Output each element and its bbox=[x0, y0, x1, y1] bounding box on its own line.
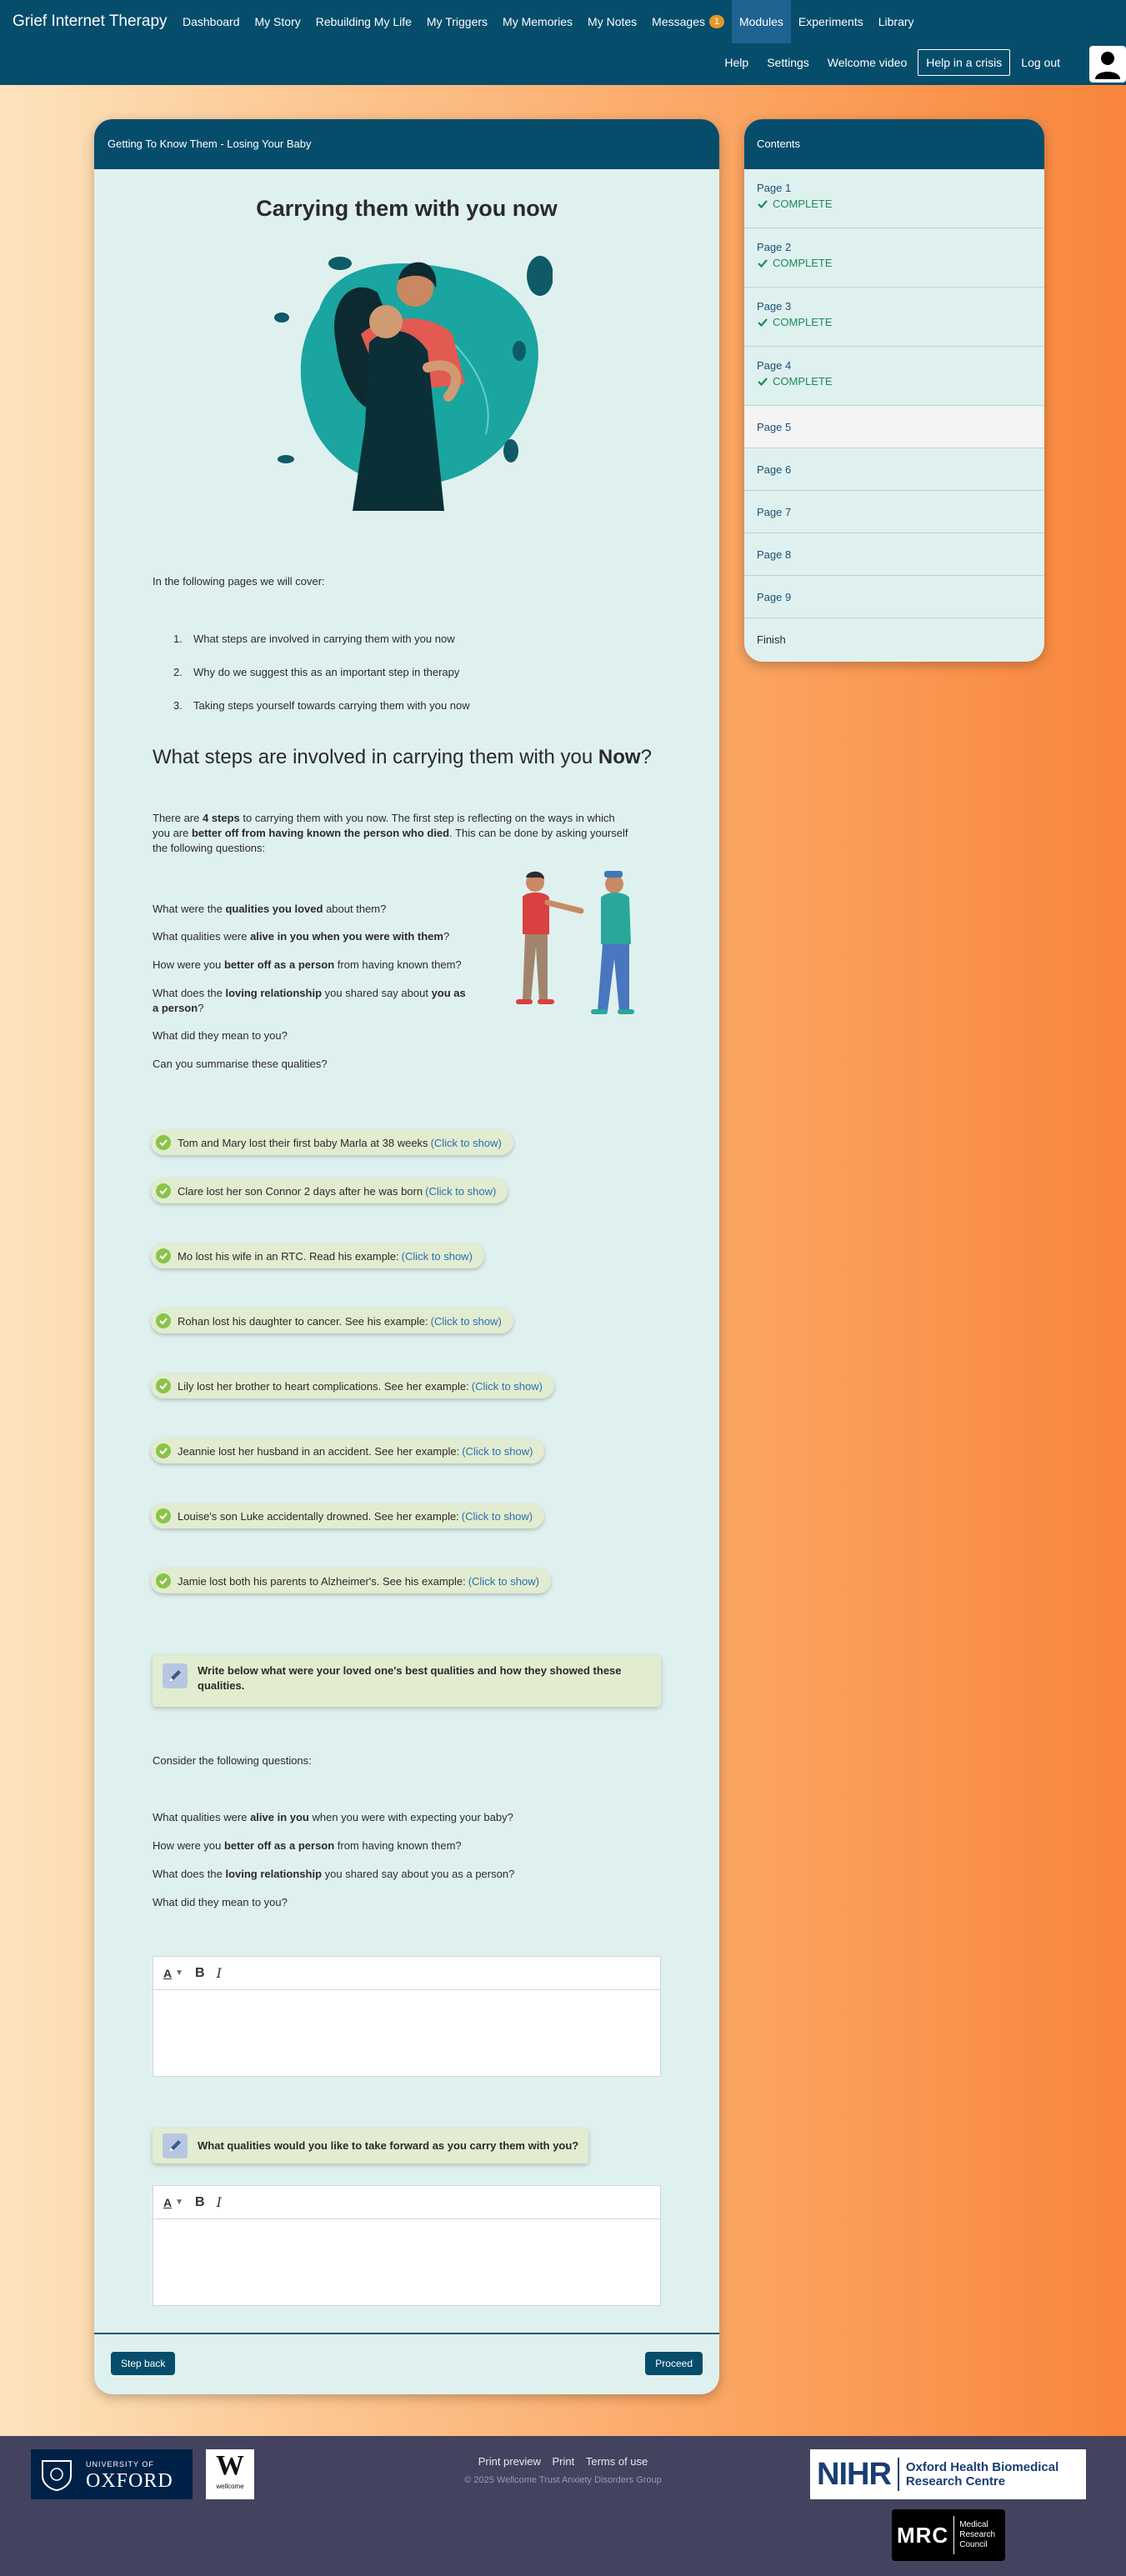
nav-welcome-video[interactable]: Welcome video bbox=[827, 56, 908, 69]
check-circle-icon bbox=[156, 1443, 171, 1458]
example-tom-mary[interactable] bbox=[151, 1130, 513, 1155]
toc-finish[interactable]: Finish bbox=[757, 633, 786, 646]
nav-label: Experiments bbox=[798, 15, 863, 28]
toc-page-8[interactable]: Page 8 bbox=[744, 533, 1044, 576]
check-circle-icon bbox=[156, 1313, 171, 1328]
nav-my-triggers[interactable] bbox=[419, 0, 495, 43]
example-label: Tom and Mary lost their first baby Marla at 38 weeks bbox=[178, 1136, 428, 1149]
example-jamie[interactable] bbox=[151, 1568, 551, 1593]
complete-status: COMPLETE bbox=[757, 375, 1032, 388]
nav-label: My Triggers bbox=[426, 15, 488, 28]
nav-modules[interactable] bbox=[732, 0, 791, 43]
nav-settings[interactable]: Settings bbox=[767, 56, 809, 69]
section-heading: What steps are involved in carrying them with you Now? bbox=[153, 746, 652, 768]
pen-icon bbox=[163, 1663, 188, 1688]
click-to-show-link[interactable]: (Click to show) bbox=[425, 1184, 497, 1198]
example-label: Lily lost her brother to heart complications. See her example: bbox=[178, 1379, 469, 1393]
prompt-text: What qualities would you like to take forward as you carry them with you? bbox=[198, 2139, 579, 2152]
nav-help[interactable]: Help bbox=[724, 56, 749, 69]
click-to-show-link[interactable]: (Click to show) bbox=[401, 1249, 473, 1263]
toc-page-4[interactable] bbox=[744, 347, 1044, 406]
example-louise[interactable] bbox=[151, 1503, 544, 1528]
check-circle-icon bbox=[156, 1508, 171, 1523]
nav-label: My Story bbox=[254, 15, 301, 28]
copyright-text: © 2025 Wellcome Trust Anxiety Disorders Group bbox=[464, 2475, 662, 2485]
proceed-button[interactable]: Proceed bbox=[645, 2352, 703, 2375]
user-icon[interactable] bbox=[1089, 46, 1126, 83]
example-label: Jeannie lost her husband in an accident. See her example: bbox=[178, 1444, 460, 1458]
cover-text: Taking steps yourself towards carrying them with you now bbox=[193, 699, 470, 712]
question-6: Can you summarise these qualities? bbox=[153, 1058, 328, 1070]
click-to-show-link[interactable]: (Click to show) bbox=[468, 1574, 539, 1588]
consider-question-2: How were you better off as a person from having known them? bbox=[153, 1839, 462, 1852]
editor-toolbar bbox=[153, 1957, 660, 1990]
qualities-editor[interactable] bbox=[153, 1956, 661, 2077]
consider-text: Consider the following questions: bbox=[153, 1754, 312, 1767]
question-1: What were the qualities you loved about them? bbox=[153, 903, 387, 915]
nav-experiments[interactable] bbox=[791, 0, 871, 43]
checkmark-icon bbox=[757, 198, 768, 210]
intro-text: In the following pages we will cover: bbox=[153, 575, 325, 588]
question-5: What did they mean to you? bbox=[153, 1029, 288, 1042]
cover-item: 2. Why do we suggest this as an important step in therapy bbox=[173, 666, 460, 678]
example-jeannie[interactable] bbox=[151, 1438, 544, 1463]
prompt-text: Write below what were your loved one's best qualities and how they showed these qualities. bbox=[198, 1664, 622, 1692]
secondary-nav bbox=[717, 48, 1068, 77]
cover-item: 1. What steps are involved in carrying them with you now bbox=[173, 633, 455, 645]
check-circle-icon bbox=[156, 1573, 171, 1588]
italic-button[interactable]: I bbox=[216, 2194, 222, 2210]
help-in-crisis-button[interactable]: Help in a crisis bbox=[918, 49, 1010, 76]
hugging-illustration bbox=[261, 243, 553, 511]
click-to-show-link[interactable]: (Click to show) bbox=[462, 1444, 533, 1458]
toc-page-1[interactable] bbox=[744, 169, 1044, 228]
nav-messages[interactable] bbox=[644, 0, 732, 43]
click-to-show-link[interactable]: (Click to show) bbox=[471, 1379, 543, 1393]
italic-button[interactable]: I bbox=[216, 1965, 222, 1981]
print-link[interactable]: Print bbox=[552, 2455, 575, 2468]
checkmark-icon bbox=[757, 376, 768, 388]
step-back-button[interactable]: Step back bbox=[111, 2352, 175, 2375]
toc-page-9[interactable]: Page 9 bbox=[744, 576, 1044, 618]
pen-icon bbox=[163, 2133, 188, 2158]
nav-label: Library bbox=[878, 15, 914, 28]
toc-page-2[interactable] bbox=[744, 228, 1044, 288]
contents-header: Contents bbox=[744, 119, 1044, 169]
bold-button[interactable]: B bbox=[195, 2194, 205, 2209]
toc-page-3[interactable] bbox=[744, 288, 1044, 347]
nav-library[interactable] bbox=[871, 0, 922, 43]
nav-my-story[interactable] bbox=[248, 0, 308, 43]
nav-label: My Memories bbox=[503, 15, 573, 28]
check-circle-icon bbox=[156, 1378, 171, 1393]
click-to-show-link[interactable]: (Click to show) bbox=[430, 1314, 502, 1328]
mrc-logo[interactable]: MRC Medical Research Council bbox=[892, 2509, 1005, 2561]
click-to-show-link[interactable]: (Click to show) bbox=[461, 1509, 533, 1523]
example-lily[interactable] bbox=[151, 1373, 554, 1398]
cover-text: Why do we suggest this as an important step in therapy bbox=[193, 666, 460, 678]
module-header: Getting To Know Them - Losing Your Baby bbox=[94, 119, 719, 169]
people-talking-illustration bbox=[498, 868, 673, 1028]
bold-button[interactable]: B bbox=[195, 1965, 205, 1980]
nav-dashboard[interactable] bbox=[175, 0, 248, 43]
editor-toolbar bbox=[153, 2186, 660, 2219]
example-mo[interactable] bbox=[151, 1243, 484, 1268]
font-color-button[interactable]: A ▼ bbox=[163, 1966, 184, 1980]
check-circle-icon bbox=[156, 1135, 171, 1150]
top-navbar bbox=[0, 0, 1126, 85]
toc-label: Page 1 bbox=[757, 182, 792, 194]
question-3: How were you better off as a person from having known them? bbox=[153, 958, 462, 971]
wellcome-logo[interactable]: W wellcome bbox=[206, 2449, 254, 2499]
example-rohan[interactable] bbox=[151, 1308, 513, 1333]
example-label: Rohan lost his daughter to cancer. See his example: bbox=[178, 1314, 428, 1328]
toc-page-5[interactable]: Page 5 bbox=[744, 406, 1044, 448]
toc-page-6[interactable]: Page 6 bbox=[744, 448, 1044, 491]
click-to-show-link[interactable]: (Click to show) bbox=[430, 1136, 502, 1149]
contents-panel bbox=[744, 119, 1044, 662]
example-clare[interactable] bbox=[151, 1178, 508, 1203]
nav-my-memories[interactable] bbox=[495, 0, 580, 43]
question-4: What does the loving relationship you shared say about you as a person? bbox=[153, 987, 466, 1014]
card-footer bbox=[94, 2333, 719, 2394]
print-preview-link[interactable]: Print preview bbox=[478, 2455, 541, 2468]
page-title: Carrying them with you now bbox=[256, 196, 558, 221]
brand-title[interactable]: Grief Internet Therapy bbox=[13, 13, 168, 30]
messages-count-badge: 1 bbox=[709, 15, 724, 28]
nav-label: Dashboard bbox=[183, 15, 240, 28]
nav-label: Modules bbox=[738, 15, 783, 28]
nihr-logo[interactable]: NIHR Oxford Health Biomedical Research Centre bbox=[810, 2449, 1086, 2499]
site-footer bbox=[0, 2436, 1126, 2576]
terms-link[interactable]: Terms of use bbox=[585, 2455, 648, 2468]
consider-question-1: What qualities were alive in you when you were with expecting your baby? bbox=[153, 1811, 513, 1823]
example-label: Mo lost his wife in an RTC. Read his example: bbox=[178, 1249, 399, 1263]
complete-status: COMPLETE bbox=[757, 316, 1032, 328]
toc-label: Page 2 bbox=[757, 241, 792, 253]
oxford-logo[interactable]: UNIVERSITY OF OXFORD bbox=[31, 2449, 193, 2499]
checkmark-icon bbox=[757, 258, 768, 269]
writing-prompt-qualities bbox=[153, 1655, 661, 1707]
logout-link[interactable]: Log out bbox=[1021, 56, 1060, 69]
checkmark-icon bbox=[757, 317, 768, 328]
check-circle-icon bbox=[156, 1248, 171, 1263]
nav-label: Messages bbox=[652, 15, 705, 28]
toc-page-7[interactable]: Page 7 bbox=[744, 491, 1044, 533]
cover-text: What steps are involved in carrying them with you now bbox=[193, 633, 455, 645]
primary-nav bbox=[175, 0, 922, 43]
font-color-button[interactable]: A ▼ bbox=[163, 2195, 184, 2209]
check-circle-icon bbox=[156, 1183, 171, 1198]
chevron-down-icon: ▼ bbox=[175, 2198, 184, 2207]
nav-label: My Notes bbox=[588, 15, 638, 28]
steps-paragraph: There are 4 steps to carrying them with you now. The first step is reflecting on the ways in which you are better off from having known the person who died. This can be done by asking yourself the following questions: bbox=[153, 812, 628, 854]
consider-question-4: What did they mean to you? bbox=[153, 1896, 288, 1908]
consider-question-3: What does the loving relationship you shared say about you as a person? bbox=[153, 1868, 515, 1880]
toc-label: Page 3 bbox=[757, 300, 792, 313]
nav-my-notes[interactable] bbox=[580, 0, 644, 43]
question-2: What qualities were alive in you when you were with them? bbox=[153, 930, 450, 943]
module-card bbox=[94, 119, 719, 2394]
nav-label: Rebuilding My Life bbox=[315, 15, 412, 28]
example-label: Jamie lost both his parents to Alzheimer's. See his example: bbox=[178, 1574, 466, 1588]
example-label: Clare lost her son Connor 2 days after he was born bbox=[178, 1184, 423, 1198]
toc-label: Page 4 bbox=[757, 359, 792, 372]
writing-prompt-take-forward bbox=[153, 2128, 588, 2163]
example-label: Louise's son Luke accidentally drowned. See her example: bbox=[178, 1509, 459, 1523]
chevron-down-icon: ▼ bbox=[175, 1968, 184, 1978]
nav-rebuilding-my-life[interactable] bbox=[308, 0, 419, 43]
take-forward-editor[interactable] bbox=[153, 2185, 661, 2306]
complete-status: COMPLETE bbox=[757, 198, 1032, 210]
complete-status: COMPLETE bbox=[757, 257, 1032, 269]
cover-item: 3. Taking steps yourself towards carrying them with you now bbox=[173, 699, 470, 712]
